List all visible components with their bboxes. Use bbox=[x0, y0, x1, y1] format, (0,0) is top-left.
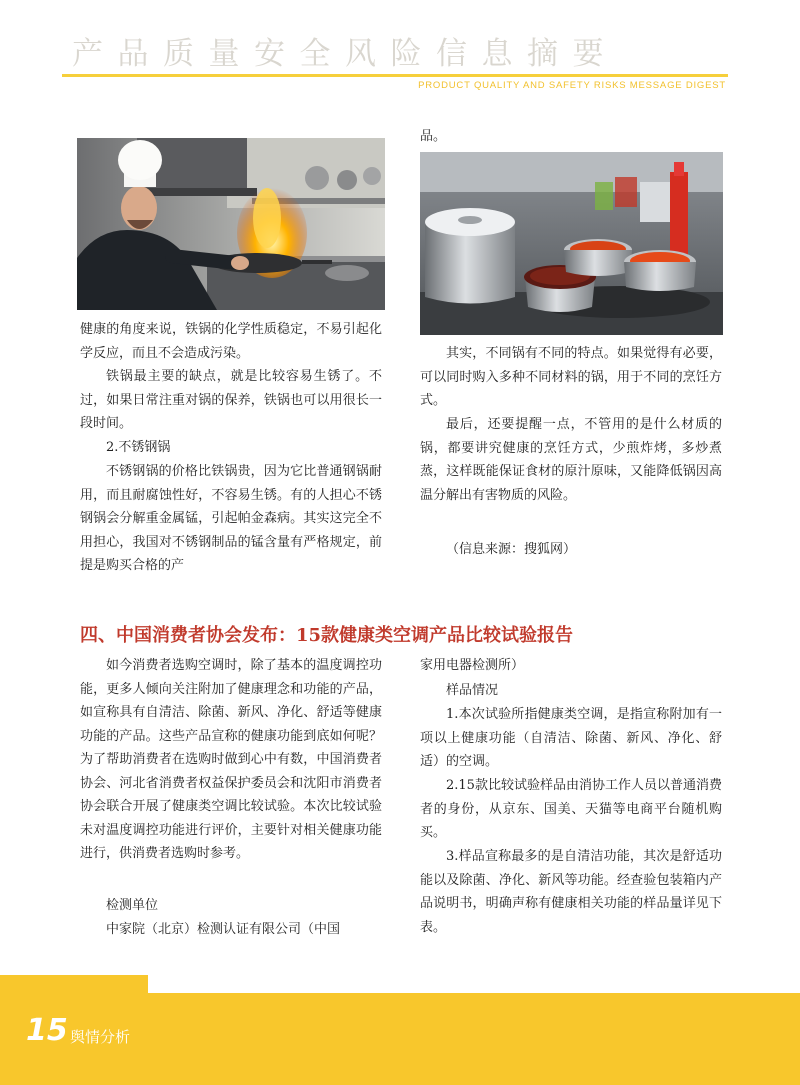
section-left-paragraph-1: 如今消费者选购空调时，除了基本的温度调控功能，更多人倾向关注附加了健康理念和功能的产品，如宣称具有自清洁、除菌、新风、净化、舒适等健康功能的产品。这些产品宣称的健康功能到底如何呢？为了帮助消费者在选购时做到心中有数，中国消费者协会、河北省消费者权益保护委员会和沈阳市消费者协会联合开展了健康类空调比较试验。本次比较试验未对温度调控功能进行评价，主要针对相关健康功能进行，供消费者选购时参考。 bbox=[80, 658, 382, 861]
right-continuation: 品。 bbox=[420, 129, 447, 144]
section-label: 舆情分析 bbox=[70, 1028, 131, 1046]
header-rule bbox=[62, 74, 728, 77]
section-right-heading-samples: 样品情况 bbox=[446, 683, 499, 698]
left-paragraph-4: 不锈钢锅的价格比铁锅贵，因为它比普通钢锅耐用，而且耐腐蚀性好，不容易生锈。有的人担心不锈钢锅会分解重金属锰，引起帕金森病。其实这完全不用担心，我国对不锈钢制品的锰含量有严格规定，前提是购买合格的产 bbox=[80, 464, 382, 573]
magazine-subtitle: PRODUCT QUALITY AND SAFETY RISKS MESSAGE DIGEST bbox=[418, 80, 726, 91]
section-left-heading-testing-unit: 检测单位 bbox=[106, 898, 159, 913]
section-right-item-3: 3.样品宣称最多的是自清洁功能，其次是舒适功能以及除菌、净化、新风等功能。经查验包装箱内产品说明书，明确声称有健康相关功能的样品量详见下表。 bbox=[420, 849, 722, 935]
right-paragraph-2: 最后，还要提醒一点，不管用的是什么材质的锅，都要讲究健康的烹饪方式，少煎炸烤，多炒煮蒸，这样既能保证食材的原汁原味，又能降低锅因高温分解出有害物质的风险。 bbox=[420, 417, 722, 503]
left-paragraph-1: 健康的角度来说，铁锅的化学性质稳定，不易引起化学反应，而且不会造成污染。 bbox=[80, 322, 382, 361]
right-paragraph-1: 其实，不同锅有不同的特点。如果觉得有必要，可以同时购入多种不同材料的锅，用于不同的烹饪方式。 bbox=[420, 346, 722, 408]
left-paragraph-2: 铁锅最主要的缺点，就是比较容易生锈了。不过，如果日常注重对锅的保养，铁锅也可以用很长一段时间。 bbox=[80, 369, 382, 431]
info-source: （信息来源：搜狐网） bbox=[446, 542, 577, 557]
left-heading-stainless: 2.不锈钢锅 bbox=[106, 440, 171, 455]
page-number: 15 bbox=[26, 1013, 68, 1048]
chef-photo bbox=[77, 138, 385, 310]
section-title: 四、中国消费者协会发布：15款健康类空调产品比较试验报告 bbox=[80, 625, 574, 646]
section-right-continuation: 家用电器检测所） bbox=[420, 658, 525, 673]
section-right-item-2: 2.15款比较试验样品由消协工作人员以普通消费者的身份，从京东、国美、天猫等电商平台随机购买。 bbox=[420, 778, 722, 840]
magazine-title: 产品质量安全风险信息摘要 bbox=[72, 36, 618, 72]
pots-photo bbox=[420, 152, 723, 335]
section-right-item-1: 1.本次试验所指健康类空调，是指宣称附加有一项以上健康功能（自清洁、除菌、新风、净化、舒适）的空调。 bbox=[420, 707, 722, 769]
section-left-paragraph-3: 中家院（北京）检测认证有限公司（中国 bbox=[106, 922, 341, 937]
